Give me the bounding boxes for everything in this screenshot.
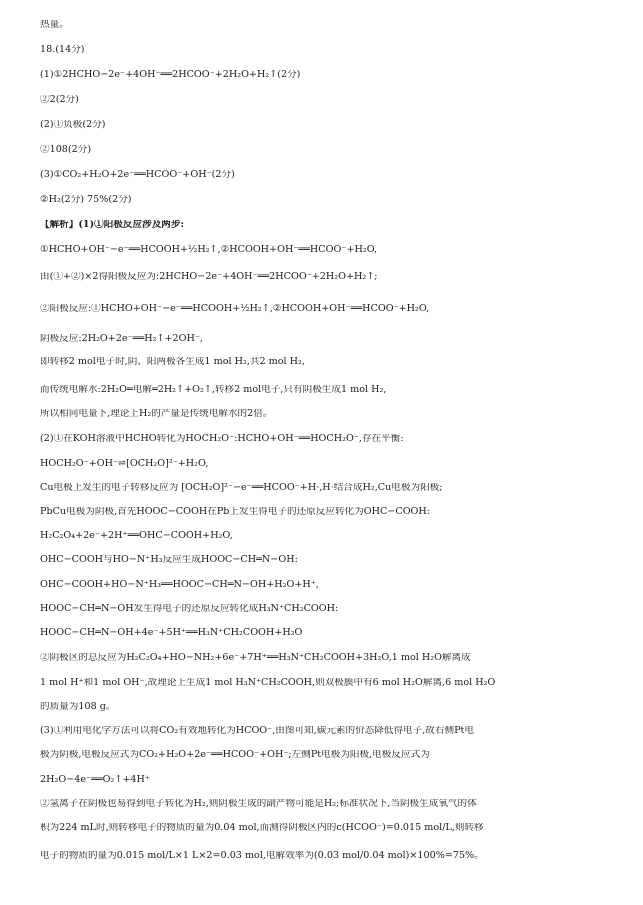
analysis-line: 1 mol H⁺和1 mol OH⁻,故理论上生成1 mol H₃N⁺CH₂COOH,则双极膜中有6 mol H₂O解离,6 mol H₂O (40, 678, 496, 688)
analysis-line: ②氢离子在阴极也易得到电子转化为H₂,则阴极生成的副产物可能是H₂;标准状况下,当阴极生成氧气的体 (40, 799, 477, 809)
answer-line: ②2(2分) (40, 95, 79, 105)
text-line: 热量。 (40, 20, 69, 30)
answer-line: (1)①2HCHO−2e⁻+4OH⁻══2HCOO⁻+2H₂O+H₂↑(2分) (40, 70, 301, 80)
analysis-line: 阴极反应:2H₂O+2e⁻══H₂↑+2OH⁻, (40, 334, 203, 344)
analysis-line: ②阴极区的总反应为H₂C₂O₄+HO−NH₂+6e⁻+7H⁺══H₃N⁺CH₂COOH+3H₂O,1 mol H₂O解离成 (40, 653, 471, 663)
analysis-line: HOOC−CH═N−OH发生得电子的还原反应转化成H₃N⁺CH₂COOH: (40, 604, 339, 614)
answer-line: ②H₂(2分) 75%(2分) (40, 195, 132, 205)
analysis-line: Cu电极上发生的电子转移反应为 [OCH₂O]²⁻−e⁻══HCOO⁻+H·,H·结合成H₂,Cu电极为阳极; (40, 483, 443, 493)
analysis-line: 即转移2 mol电子时,阴、阳两极各生成1 mol H₂,共2 mol H₂, (40, 357, 305, 367)
analysis-line: PbCu电极为阴极,首先HOOC−COOH在Pb上发生得电子的还原反应转化为OHC−COOH: (40, 507, 431, 517)
analysis-line: HOCH₂O⁻+OH⁻⇌[OCH₂O]²⁻+H₂O, (40, 459, 209, 469)
analysis-line: OHC−COOH+HO−N⁺H₃══HOOC−CH═N−OH+H₂O+H⁺, (40, 580, 319, 590)
analysis-line: 积为224 mL时,则转移电子的物质的量为0.04 mol,而测得阴极区内的c(HCOO⁻)=0.015 mol/L,则转移 (40, 823, 484, 833)
analysis-line: 极为阴极,电极反应式为CO₂+H₂O+2e⁻══HCOO⁻+OH⁻;左侧Pt电极为阳极,电极反应式为 (40, 750, 430, 760)
analysis-line: HOOC−CH═N−OH+4e⁻+5H⁺══H₃N⁺CH₂COOH+H₂O (40, 628, 303, 638)
analysis-line: 所以相同电量下,理论上H₂的产量是传统电解水的2倍。 (40, 409, 273, 419)
answer-line: (2)①负极(2分) (40, 120, 106, 130)
analysis-line: ②阳极反应:①HCHO+OH⁻−e⁻══HCOOH+½H₂↑,②HCOOH+OH⁻══HCOO⁻+H₂O, (40, 304, 430, 314)
analysis-heading: 【解析】(1)①阳极反应涉及两步: (40, 220, 185, 230)
analysis-line: ①HCHO+OH⁻−e⁻══HCOOH+½H₂↑,②HCOOH+OH⁻══HCOO⁻+H₂O, (40, 245, 378, 255)
question-heading: 18.(14分) (40, 45, 85, 55)
analysis-line: (3)①利用电化学方法可以将CO₂有效地转化为HCOO⁻,由图可知,碳元素的价态降低得电子,故右侧Pt电 (40, 726, 474, 736)
analysis-line: 由(①+②)×2得阳极反应为:2HCHO−2e⁻+4OH⁻══2HCOO⁻+2H₂O+H₂↑; (40, 272, 378, 282)
analysis-line: H₂C₂O₄+2e⁻+2H⁺══OHC−COOH+H₂O, (40, 531, 233, 541)
analysis-line: 而传统电解水:2H₂O═电解═2H₂↑+O₂↑,转移2 mol电子,只有阴极生成1 mol H₂, (40, 385, 387, 395)
analysis-line: OHC−COOH与HO−N⁺H₃反应生成HOOC−CH═N−OH: (40, 555, 298, 565)
analysis-line: (2)①在KOH溶液中HCHO转化为HOCH₂O⁻:HCHO+OH⁻══HOCH₂O⁻,存在平衡: (40, 434, 404, 444)
analysis-line: 2H₂O−4e⁻══O₂↑+4H⁺ (40, 775, 150, 785)
analysis-line: 电子的物质的量为0.015 mol/L×1 L×2=0.03 mol,电解效率为(0.03 mol/0.04 mol)×100%=75%。 (40, 851, 484, 861)
analysis-line: 的质量为108 g。 (40, 702, 116, 712)
answer-line: (3)①CO₂+H₂O+2e⁻══HCOO⁻+OH⁻(2分) (40, 170, 235, 180)
answer-line: ②108(2分) (40, 145, 92, 155)
